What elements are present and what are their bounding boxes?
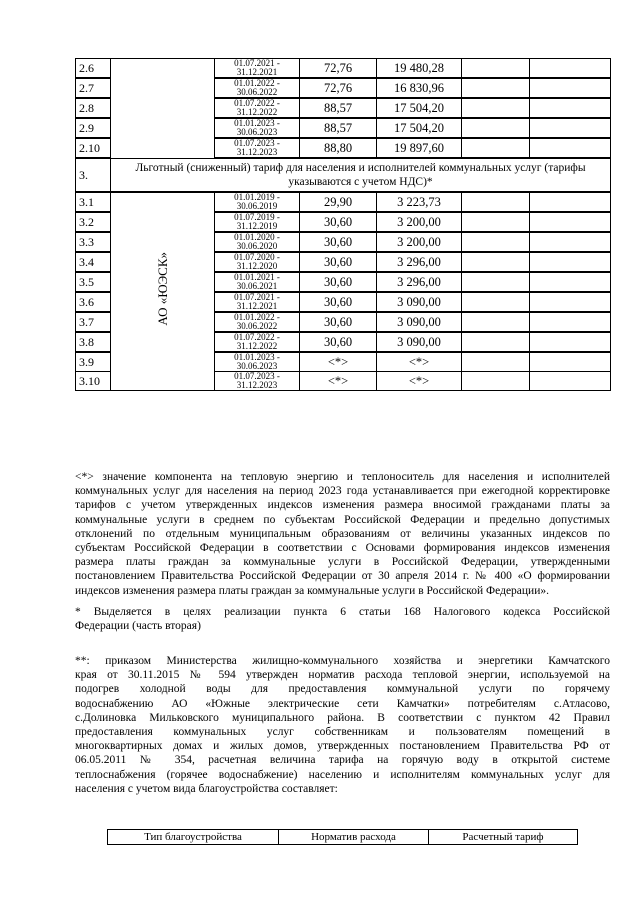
header-consumption-norm: Норматив расхода xyxy=(279,830,429,845)
empty-cell xyxy=(462,252,530,272)
empty-cell xyxy=(530,59,611,79)
period-cell xyxy=(215,352,300,372)
period-cell xyxy=(215,59,300,79)
tariff-value-2: 19 480,28 xyxy=(377,59,462,79)
tariff-value-2: 19 897,60 xyxy=(377,138,462,158)
period-to: 31.12.2023 xyxy=(236,147,278,157)
note-line: **: приказом Министерства жилищно-коммунального хозяйства и энергетики Камчатского xyxy=(75,655,610,667)
period-cell xyxy=(215,332,300,352)
note-line: * Выделяется в целях реализации пункта 6 статьи 168 Налогового кодекса Российской xyxy=(75,606,610,618)
empty-cell xyxy=(530,312,611,332)
org-label: АО «ЮЭСК» xyxy=(154,252,170,326)
empty-cell xyxy=(530,292,611,312)
period-to: 31.12.2022 xyxy=(236,341,278,351)
tariff-value-2: 3 296,00 xyxy=(377,272,462,292)
empty-cell xyxy=(462,372,530,391)
note-line: 06.05.2011 № 354, расчетная величина тарифа на горячую воду в открытой системе xyxy=(75,754,610,767)
row-number: 3.10 xyxy=(76,372,111,391)
note-line: <*> значение компонента на тепловую энергию и теплоноситель для населения и исполнителей xyxy=(75,471,610,483)
tariff-value-2: 3 200,00 xyxy=(377,212,462,232)
note-vat xyxy=(75,605,610,633)
empty-cell xyxy=(530,78,611,98)
period-to: 30.06.2021 xyxy=(236,281,278,291)
row-number: 3.7 xyxy=(76,312,111,332)
empty-cell xyxy=(530,232,611,252)
period-to: 31.12.2021 xyxy=(236,301,278,311)
tariff-value-2: 3 223,73 xyxy=(377,192,462,212)
row-number: 3.8 xyxy=(76,332,111,352)
row-number: 2.8 xyxy=(76,98,111,118)
period-cell xyxy=(215,252,300,272)
empty-cell xyxy=(462,272,530,292)
empty-cell xyxy=(462,212,530,232)
period-cell xyxy=(215,78,300,98)
tariff-value-1: <*> xyxy=(300,372,377,391)
empty-cell xyxy=(462,59,530,79)
period-cell xyxy=(215,98,300,118)
empty-cell xyxy=(530,138,611,158)
period-to: 30.06.2023 xyxy=(236,361,278,371)
row-number: 2.9 xyxy=(76,118,111,138)
period-from: 01.01.2019 - xyxy=(234,192,280,202)
period-to: 31.12.2020 xyxy=(236,261,278,271)
tariff-value-1: <*> xyxy=(300,352,377,372)
tariff-value-1: 30,60 xyxy=(300,232,377,252)
note-line: населения с учетом вида благоустройства составляет: xyxy=(75,782,338,795)
period-from: 01.07.2019 - xyxy=(234,212,280,222)
tariff-value-2: 3 296,00 xyxy=(377,252,462,272)
header-calculated-tariff: Расчетный тариф xyxy=(429,830,578,845)
tariff-value-1: 72,76 xyxy=(300,78,377,98)
empty-cell xyxy=(462,98,530,118)
row-number: 3.9 xyxy=(76,352,111,372)
tariff-value-1: 88,57 xyxy=(300,118,377,138)
empty-cell xyxy=(462,312,530,332)
tariff-value-2: 16 830,96 xyxy=(377,78,462,98)
period-from: 01.01.2023 - xyxy=(234,352,280,362)
empty-cell xyxy=(530,118,611,138)
period-cell xyxy=(215,192,300,212)
period-to: 31.12.2019 xyxy=(236,221,278,231)
empty-cell xyxy=(462,332,530,352)
note-line: субъектам Российской Федерации в соответствии с Основами формирования индексов изменения xyxy=(75,542,610,555)
empty-cell xyxy=(462,192,530,212)
note-line: тарифов с учетом утвержденных индексов изменения размера вносимой гражданами платы за xyxy=(75,499,610,512)
empty-cell xyxy=(530,332,611,352)
note-line: постановлением Правительства Российской Федерации от 30 апреля 2014 г. № 400 «О формировании xyxy=(75,570,610,583)
period-to: 30.06.2022 xyxy=(236,321,278,331)
empty-cell xyxy=(530,372,611,391)
row-number: 3.6 xyxy=(76,292,111,312)
period-from: 01.07.2022 - xyxy=(234,98,280,108)
tariff-value-2: <*> xyxy=(377,352,462,372)
note-line: индексов изменения размера платы граждан за коммунальные услуги в Российской Федерации». xyxy=(75,584,549,597)
tariff-value-1: 88,57 xyxy=(300,98,377,118)
period-from: 01.07.2023 - xyxy=(234,371,280,381)
tariff-value-1: 30,60 xyxy=(300,292,377,312)
period-from: 01.01.2022 - xyxy=(234,78,280,88)
note-line: размера платы граждан за коммунальные услуги в Российской Федерации, утвержденными xyxy=(75,556,610,569)
tariff-value-2: 3 090,00 xyxy=(377,312,462,332)
period-from: 01.01.2022 - xyxy=(234,312,280,322)
period-to: 30.06.2019 xyxy=(236,201,278,211)
empty-cell xyxy=(530,272,611,292)
header-row xyxy=(108,830,578,845)
empty-cell xyxy=(530,98,611,118)
empty-cell xyxy=(462,138,530,158)
row-number: 3.4 xyxy=(76,252,111,272)
period-cell xyxy=(215,212,300,232)
row-number: 3.3 xyxy=(76,232,111,252)
empty-cell xyxy=(462,292,530,312)
tariff-value-1: 30,60 xyxy=(300,272,377,292)
note-line: теплоснабжения (горячее водоснабжение) населению и исполнителям коммунальных услуг для xyxy=(75,768,610,781)
note-line: коммунальные услуги в среднем по субъектам Российской Федерации и предельно допустимых xyxy=(75,513,610,526)
empty-cell xyxy=(530,352,611,372)
period-to: 31.12.2022 xyxy=(236,107,278,117)
empty-cell xyxy=(462,78,530,98)
period-from: 01.01.2021 - xyxy=(234,272,280,282)
period-cell xyxy=(215,292,300,312)
period-cell xyxy=(215,232,300,252)
note-line: многоквартирных домах и жилых домов, утвержденных постановлением Правительства РФ от xyxy=(75,740,610,753)
note-line: отклонений по отдельным муниципальным образованиям от величины указанных индексов по xyxy=(75,527,610,540)
tariff-value-2: <*> xyxy=(377,372,462,391)
tariff-value-2: 3 090,00 xyxy=(377,292,462,312)
period-from: 01.07.2021 - xyxy=(234,292,280,302)
row-number: 3.1 xyxy=(76,192,111,212)
period-to: 30.06.2022 xyxy=(236,87,278,97)
table-row xyxy=(76,192,611,212)
note-line: предоставления коммунальных услуг собственникам и пользователям помещений в xyxy=(75,726,610,739)
org-cell xyxy=(111,192,215,391)
tariff-value-2: 17 504,20 xyxy=(377,118,462,138)
row-number: 3. xyxy=(76,158,111,192)
period-from: 01.07.2021 - xyxy=(234,58,280,68)
period-cell xyxy=(215,312,300,332)
tariff-value-1: 30,60 xyxy=(300,332,377,352)
tariff-value-1: 30,60 xyxy=(300,312,377,332)
org-cell-top xyxy=(111,59,215,159)
empty-cell xyxy=(462,352,530,372)
period-cell xyxy=(215,118,300,138)
period-cell xyxy=(215,372,300,391)
period-to: 31.12.2021 xyxy=(236,67,278,77)
section-row xyxy=(76,158,611,192)
note-hot-water-norm xyxy=(75,654,610,796)
tariff-value-1: 72,76 xyxy=(300,59,377,79)
period-cell xyxy=(215,138,300,158)
period-to: 31.12.2023 xyxy=(236,380,278,390)
period-from: 01.07.2023 - xyxy=(234,138,280,148)
tariff-value-2: 3 200,00 xyxy=(377,232,462,252)
period-from: 01.01.2020 - xyxy=(234,232,280,242)
period-cell xyxy=(215,272,300,292)
period-from: 01.07.2020 - xyxy=(234,252,280,262)
section-title: Льготный (сниженный) тариф для населения и исполнителей коммунальных услуг (тарифы указываются с учетом НДС)* xyxy=(111,158,611,192)
tariff-value-1: 30,60 xyxy=(300,212,377,232)
tariff-value-1: 30,60 xyxy=(300,252,377,272)
note-line: водоснабжению АО «Южные электрические сети Камчатки» потребителям с.Атласово, xyxy=(75,697,610,710)
tariff-table xyxy=(75,58,611,391)
note-asterisk-angle xyxy=(75,470,610,598)
note-line: края от 30.11.2015 № 594 утвержден норматив расхода тепловой энергии, используемой на xyxy=(75,669,610,682)
note-line: коммунальных услуг для населения на период 2023 года устанавливается при ежегодной корректировке xyxy=(75,485,610,498)
empty-cell xyxy=(530,252,611,272)
tariff-value-2: 17 504,20 xyxy=(377,98,462,118)
tariff-value-2: 3 090,00 xyxy=(377,332,462,352)
tariff-value-1: 29,90 xyxy=(300,192,377,212)
note-line: с.Долиновка Мильковского муниципального района. В соответствии с пунктом 42 Правил xyxy=(75,711,610,724)
improvement-type-table xyxy=(107,829,578,845)
note-line: подогрев холодной воды для предоставления коммунальной услуги по горячему xyxy=(75,683,610,696)
empty-cell xyxy=(462,232,530,252)
row-number: 3.2 xyxy=(76,212,111,232)
period-to: 30.06.2020 xyxy=(236,241,278,251)
header-improvement-type: Тип благоустройства xyxy=(108,830,279,845)
period-from: 01.07.2022 - xyxy=(234,332,280,342)
period-from: 01.01.2023 - xyxy=(234,118,280,128)
table-row xyxy=(76,59,611,79)
row-number: 2.7 xyxy=(76,78,111,98)
note-line: Федерации (часть вторая) xyxy=(75,620,201,633)
tariff-value-1: 88,80 xyxy=(300,138,377,158)
empty-cell xyxy=(530,212,611,232)
empty-cell xyxy=(462,118,530,138)
empty-cell xyxy=(530,192,611,212)
period-to: 30.06.2023 xyxy=(236,127,278,137)
row-number: 2.10 xyxy=(76,138,111,158)
row-number: 2.6 xyxy=(76,59,111,79)
row-number: 3.5 xyxy=(76,272,111,292)
